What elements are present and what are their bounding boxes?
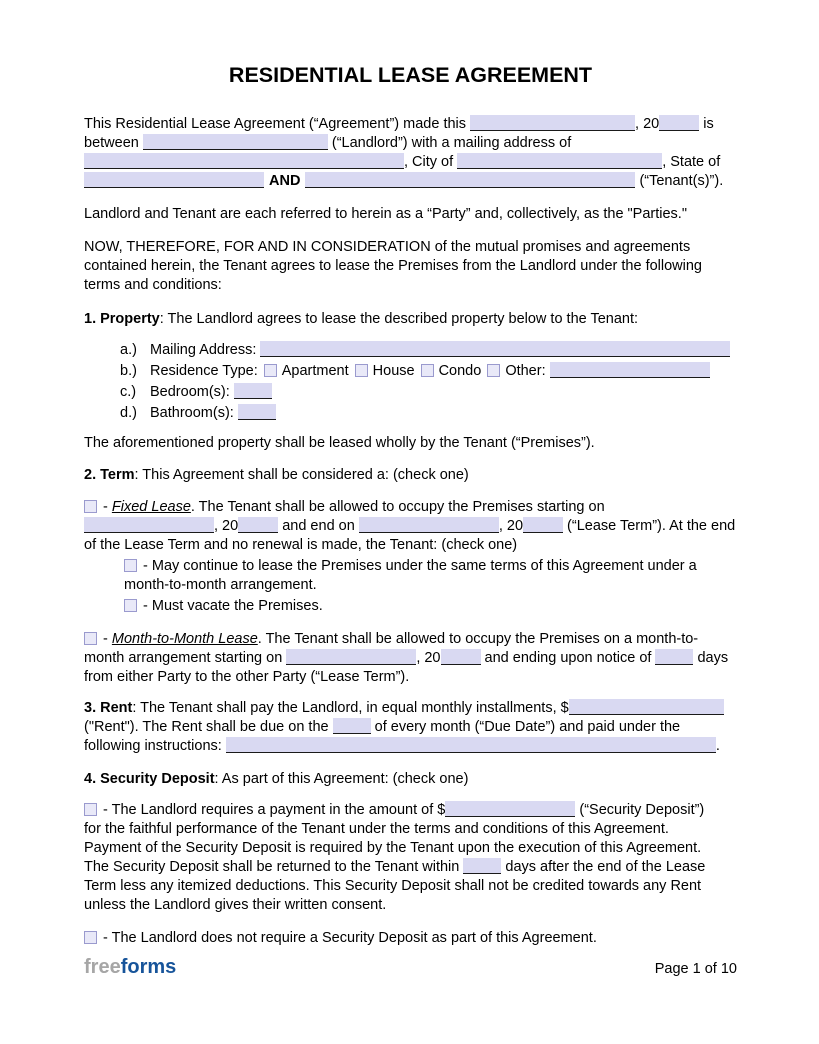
condo-checkbox[interactable] <box>421 364 434 377</box>
rent-due-day-field[interactable] <box>333 718 371 734</box>
month-to-month-paragraph <box>84 630 737 687</box>
deposit-text: (“Security Deposit”) <box>575 802 705 818</box>
intro-paragraph <box>84 115 737 191</box>
fixed-end-year-field[interactable] <box>523 517 563 533</box>
property-heading-number: 1. Property <box>84 311 160 327</box>
rent-text: . <box>715 738 720 754</box>
fixed-lease-text: , 20 <box>498 518 524 534</box>
term-heading-number: 2. Term <box>84 467 135 483</box>
list-marker: b.) <box>120 363 137 379</box>
m2m-text: month arrangement starting on <box>84 650 287 666</box>
landlord-city-field[interactable] <box>457 153 662 169</box>
logo-free-text: free <box>84 956 121 978</box>
fixed-lease-checkbox[interactable] <box>84 500 97 513</box>
m2m-start-year-field[interactable] <box>441 649 481 665</box>
deposit-amount-field[interactable] <box>445 801 575 817</box>
rent-text: following instructions: <box>84 738 226 754</box>
landlord-state-field[interactable] <box>84 172 264 188</box>
must-vacate-line <box>124 597 737 616</box>
page-title: RESIDENTIAL LEASE AGREEMENT <box>228 63 593 87</box>
mailing-address-row <box>84 340 737 361</box>
fixed-lease-line-1 <box>84 498 737 517</box>
fixed-lease-text: (“Lease Term”). At the end <box>563 518 736 534</box>
intro-text: , State of <box>662 154 721 170</box>
deposit-heading-text: : As part of this Agreement: (check one) <box>214 771 469 787</box>
house-checkbox[interactable] <box>355 364 368 377</box>
fixed-lease-line-2 <box>84 517 737 536</box>
intro-line-3 <box>84 153 737 172</box>
dash-text: - <box>99 631 112 647</box>
intro-text: is <box>699 116 714 132</box>
deposit-text: The Security Deposit shall be returned to the Tenant within <box>84 859 464 875</box>
tenant-names-field[interactable] <box>305 172 635 188</box>
dash-text: - <box>99 499 112 515</box>
must-vacate-text: - Must vacate the Premises. <box>139 598 323 614</box>
property-heading <box>84 310 737 329</box>
page-number: Page 1 of 10 <box>654 961 737 977</box>
no-deposit-checkbox[interactable] <box>84 931 97 944</box>
condo-label: Condo <box>438 363 482 379</box>
fixed-start-date-field[interactable] <box>84 517 214 533</box>
intro-text: , City of <box>404 154 458 170</box>
term-heading <box>84 466 737 485</box>
rent-text: : The Tenant shall pay the Landlord, in equal monthly installments, $ <box>132 700 569 716</box>
may-continue-line-1 <box>124 557 737 576</box>
intro-line-2 <box>84 134 737 153</box>
consideration-paragraph <box>84 238 737 295</box>
list-marker: c.) <box>120 384 137 400</box>
m2m-text: and ending upon notice of <box>480 650 656 666</box>
house-option <box>355 363 415 379</box>
deposit-required-line-2: for the faithful performance of the Tenant under the terms and conditions of this Agreement. <box>84 821 669 837</box>
intro-text: This Residential Lease Agreement (“Agreement”) made this <box>84 116 471 132</box>
may-continue-checkbox[interactable] <box>124 559 137 572</box>
property-heading-text: : The Landlord agrees to lease the described property below to the Tenant: <box>159 311 639 327</box>
and-text: AND <box>269 173 301 189</box>
parties-paragraph: Landlord and Tenant are each referred to herein as a “Party” and, collectively, as the "Parties." <box>84 206 687 222</box>
deposit-required-line-3: Payment of the Security Deposit is required by the Tenant upon the execution of this Agreement. <box>84 840 702 856</box>
other-option <box>487 363 549 379</box>
may-continue-text: - May continue to lease the Premises under the same terms of this Agreement under a <box>139 558 697 574</box>
rent-text: ("Rent"). The Rent shall be due on the <box>84 719 333 735</box>
property-list <box>84 340 737 424</box>
intro-text: (“Landlord”) with a mailing address of <box>327 135 572 151</box>
premises-note: The aforementioned property shall be leased wholly by the Tenant (“Premises”). <box>84 435 595 451</box>
m2m-line-2 <box>84 649 737 668</box>
rent-amount-field[interactable] <box>569 699 724 715</box>
m2m-notice-days-field[interactable] <box>655 649 693 665</box>
fixed-lease-text: and end on <box>278 518 359 534</box>
deposit-heading <box>84 770 737 789</box>
house-label: House <box>372 363 415 379</box>
fixed-lease-text: . The Tenant shall be allowed to occupy the Premises starting on <box>190 499 605 515</box>
fixed-lease-paragraph <box>84 498 737 616</box>
bedrooms-field[interactable] <box>234 383 272 399</box>
rent-line-1 <box>84 699 737 718</box>
fixed-start-year-field[interactable] <box>238 517 278 533</box>
fixed-lease-line-3: of the Lease Term and no renewal is made, the Tenant: (check one) <box>84 537 518 553</box>
fixed-lease-title: Fixed Lease <box>111 499 191 515</box>
payment-instructions-field[interactable] <box>226 737 716 753</box>
month-to-month-checkbox[interactable] <box>84 632 97 645</box>
agreement-year-field[interactable] <box>659 115 699 131</box>
bedrooms-label: Bedroom(s): <box>150 384 234 400</box>
m2m-text: . The Tenant shall be allowed to occupy the Premises on a month-to- <box>257 631 699 647</box>
deposit-required-line-6: unless the Landlord gives their written consent. <box>84 897 387 913</box>
deposit-return-days-field[interactable] <box>463 858 501 874</box>
bathrooms-field[interactable] <box>238 404 276 420</box>
may-continue-option <box>84 557 737 595</box>
apartment-checkbox[interactable] <box>264 364 277 377</box>
list-marker: a.) <box>120 342 137 358</box>
residence-type-label: Residence Type: <box>150 363 258 379</box>
landlord-address-field[interactable] <box>84 153 404 169</box>
deposit-text: - The Landlord requires a payment in the amount of $ <box>99 802 446 818</box>
deposit-required-paragraph <box>84 801 737 915</box>
bathrooms-label: Bathroom(s): <box>150 405 238 421</box>
deposit-required-line-5: Term less any itemized deductions. This Security Deposit shall not be credited towards any Rent <box>84 878 702 894</box>
consideration-line: contained herein, the Tenant agrees to lease the Premises from the Landlord under the following <box>84 258 702 274</box>
other-label: Other: <box>505 363 550 379</box>
rent-paragraph <box>84 699 737 756</box>
consideration-line: NOW, THEREFORE, FOR AND IN CONSIDERATION of the mutual promises and agreements <box>84 239 691 255</box>
residence-type-row <box>84 361 737 382</box>
agreement-day-field[interactable] <box>470 115 635 131</box>
apartment-label: Apartment <box>281 363 349 379</box>
month-to-month-title: Month-to-Month Lease <box>111 631 258 647</box>
m2m-line-1 <box>84 630 737 649</box>
m2m-text: days <box>693 650 729 666</box>
residence-other-field[interactable] <box>550 362 710 378</box>
apartment-option <box>264 363 349 379</box>
mailing-address-label: Mailing Address: <box>150 342 261 358</box>
fixed-end-date-field[interactable] <box>359 517 499 533</box>
consideration-line: terms and conditions: <box>84 277 222 293</box>
bathrooms-row <box>84 403 737 424</box>
no-deposit-paragraph <box>84 929 737 948</box>
other-checkbox[interactable] <box>487 364 500 377</box>
intro-text: , 20 <box>635 116 660 132</box>
m2m-line-3: from either Party to the other Party (“Lease Term”). <box>84 669 410 685</box>
mailing-address-field[interactable] <box>260 341 730 357</box>
fixed-lease-text: , 20 <box>214 518 239 534</box>
rent-line-2 <box>84 718 737 737</box>
deposit-text: days after the end of the Lease <box>501 859 706 875</box>
may-continue-line-2: month-to-month arrangement. <box>124 577 317 593</box>
no-deposit-text: - The Landlord does not require a Security Deposit as part of this Agreement. <box>99 930 597 946</box>
intro-line-4 <box>84 172 737 191</box>
bedrooms-row <box>84 382 737 403</box>
condo-option <box>421 363 482 379</box>
intro-text: between <box>84 135 143 151</box>
term-heading-text: : This Agreement shall be considered a: (check one) <box>134 467 469 483</box>
deposit-required-checkbox[interactable] <box>84 803 97 816</box>
rent-line-3 <box>84 737 737 756</box>
logo-forms-text: forms <box>120 956 177 978</box>
deposit-required-line-4 <box>84 858 737 877</box>
list-marker: d.) <box>120 405 137 421</box>
m2m-text: , 20 <box>416 650 441 666</box>
rent-heading-number: 3. Rent <box>84 700 133 716</box>
intro-text: (“Tenant(s)”). <box>635 173 724 189</box>
freeforms-logo <box>84 956 176 979</box>
must-vacate-checkbox[interactable] <box>124 599 137 612</box>
landlord-name-field[interactable] <box>143 134 328 150</box>
m2m-start-date-field[interactable] <box>286 649 416 665</box>
rent-text: of every month (“Due Date”) and paid under the <box>370 719 681 735</box>
must-vacate-option <box>84 597 737 616</box>
deposit-required-line-1 <box>84 801 737 820</box>
deposit-heading-number: 4. Security Deposit <box>84 771 215 787</box>
page-footer <box>84 956 737 979</box>
intro-line-1 <box>84 115 737 134</box>
